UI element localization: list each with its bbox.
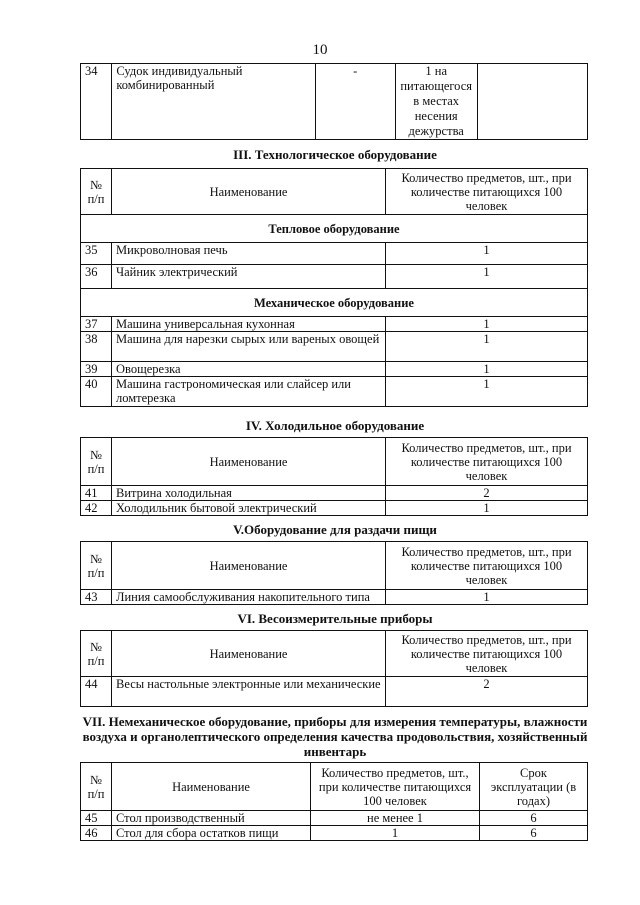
item-quantity: 1: [386, 317, 588, 332]
row-number: 42: [81, 501, 112, 516]
item-name: Стол для сбора остатков пищи: [112, 826, 311, 841]
section-7-title: VII. Немеханическое оборудование, приборы для измерения температуры, влажности воздуха и органолептического определения качества продовольствия, хозяйственный инвентарь: [82, 714, 588, 759]
section-7-table: [80, 762, 588, 841]
item-name: Стол производственный: [112, 811, 311, 826]
item-name: Линия самообслуживания накопительного типа: [112, 590, 386, 605]
row-number: 44: [81, 677, 112, 707]
header-num: № п/п: [81, 631, 112, 677]
section-6-table: [80, 630, 588, 707]
header-name: Наименование: [112, 763, 311, 811]
row-number: 35: [81, 243, 112, 265]
row-number: 41: [81, 486, 112, 501]
row-number: 43: [81, 590, 112, 605]
header-name: Наименование: [112, 542, 386, 590]
header-qty: Количество предметов, шт., при количестве питающихся 100 человек: [386, 631, 588, 677]
item-quantity: не менее 1: [311, 811, 480, 826]
header-name: Наименование: [112, 169, 386, 215]
subsection-mechanical: Механическое оборудование: [81, 289, 588, 317]
item-term: 6: [480, 826, 588, 841]
header-name: Наименование: [112, 438, 386, 486]
section-5-title: V.Оборудование для раздачи пищи: [233, 522, 437, 537]
item-name: Машина универсальная кухонная: [112, 317, 386, 332]
item-name: Весы настольные электронные или механические: [112, 677, 386, 707]
section-3-table: [80, 168, 588, 407]
item-quantity: 1: [386, 243, 588, 265]
row-number: 46: [81, 826, 112, 841]
section-6-title: VI. Весоизмерительные приборы: [237, 611, 433, 626]
row-number: 34: [81, 64, 112, 140]
item-term: 6: [480, 811, 588, 826]
header-term: Срок эксплуатации (в годах): [480, 763, 588, 811]
section-4-table: [80, 437, 588, 516]
item-name: Витрина холодильная: [112, 486, 386, 501]
section-5-table: [80, 541, 588, 605]
page-number: 10: [312, 42, 328, 58]
section-3-title: III. Технологическое оборудование: [233, 147, 437, 162]
item-quantity: 2: [386, 677, 588, 707]
header-num: № п/п: [81, 169, 112, 215]
empty-cell: [477, 64, 587, 140]
item-name: Машина для нарезки сырых или вареных овощей: [112, 332, 386, 362]
row-number: 37: [81, 317, 112, 332]
item-name: Овощерезка: [112, 362, 386, 377]
item-quantity: 1: [386, 501, 588, 516]
item-quantity: 2: [386, 486, 588, 501]
item-name: Машина гастрономическая или слайсер или ломтерезка: [112, 377, 386, 407]
subsection-heat: Тепловое оборудование: [81, 215, 588, 243]
item-quantity: 1: [386, 362, 588, 377]
item-quantity: 1 на питающегося в местах несения дежурства: [395, 64, 477, 140]
item-name: Микроволновая печь: [112, 243, 386, 265]
item-name: Чайник электрический: [112, 265, 386, 289]
header-num: № п/п: [81, 438, 112, 486]
header-name: Наименование: [112, 631, 386, 677]
row-number: 45: [81, 811, 112, 826]
dash-cell: -: [315, 64, 395, 140]
item-quantity: 1: [311, 826, 480, 841]
row-number: 36: [81, 265, 112, 289]
top-table: [80, 63, 588, 140]
section-4-title: IV. Холодильное оборудование: [245, 418, 425, 433]
item-quantity: 1: [386, 377, 588, 407]
item-name: Судок индивидуальный комбинированный: [112, 64, 315, 140]
row-number: 39: [81, 362, 112, 377]
header-qty: Количество предметов, шт., при количестве питающихся 100 человек: [386, 169, 588, 215]
header-num: № п/п: [81, 542, 112, 590]
item-quantity: 1: [386, 265, 588, 289]
header-qty: Количество предметов, шт., при количестве питающихся 100 человек: [386, 438, 588, 486]
item-quantity: 1: [386, 590, 588, 605]
item-quantity: 1: [386, 332, 588, 362]
row-number: 38: [81, 332, 112, 362]
header-num: № п/п: [81, 763, 112, 811]
header-qty: Количество предметов, шт., при количестве питающихся 100 человек: [386, 542, 588, 590]
item-name: Холодильник бытовой электрический: [112, 501, 386, 516]
row-number: 40: [81, 377, 112, 407]
header-qty: Количество предметов, шт., при количестве питающихся 100 человек: [311, 763, 480, 811]
